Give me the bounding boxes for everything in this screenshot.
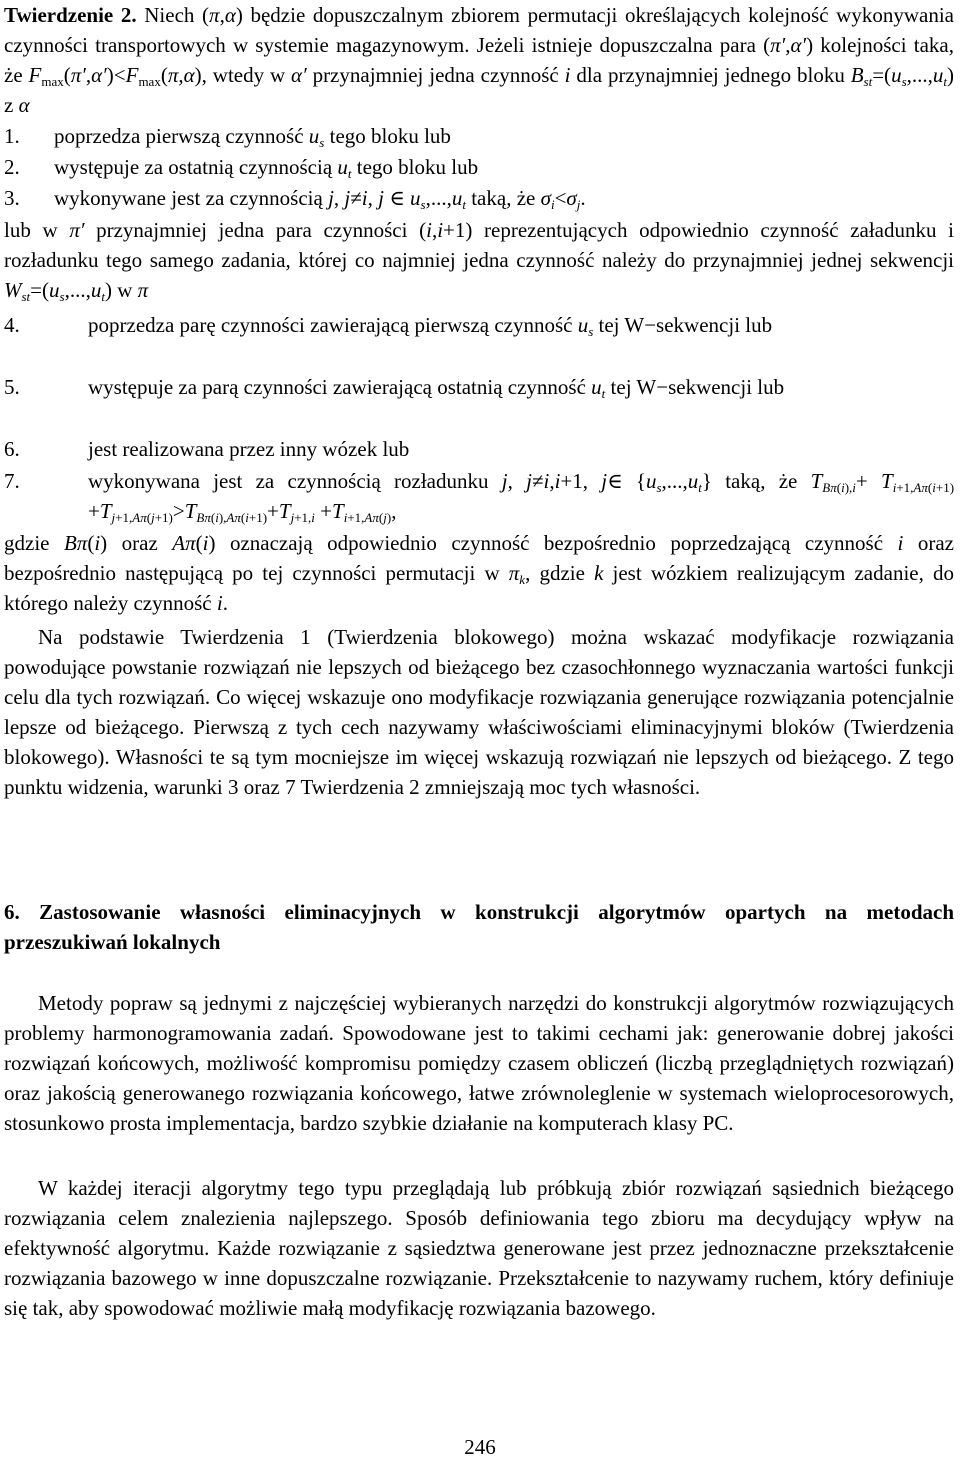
list-item (4, 183, 954, 213)
list-item (4, 121, 954, 151)
list-text: wykonywana jest za czynnością rozładunku j, j≠i,i+1, j∈ $\{u_s,...,u_t\}$ taką, że $T_{B\pi(i),i}+ T_{i+1,A\pi(i+1)} +T_{j+1,A\pi(j+1)}>T_{B\pi(i),A\pi(i+1)}+T_{j+1,i} +T_{i+1,A\pi(j)}$, (88, 469, 955, 525)
body-paragraph: W każdej iteracji algorytmy tego typu przeglądają lub próbkują zbiór rozwiązań sąsiednich bieżącego rozwiązania celem znalezienia najlepszego. Sposób definiowania tego zbioru ma decydujący wpływ na efektywność algorytmu. Każde rozwiązanie z sąsiedztwa generowane jest przez jednoznaczne przekształcenie rozwiązania bazowego w inne dopuszczalne rozwiązanie. Przekształcenie to nazywamy ruchem, który definiuje się tak, aby spowodować możliwie małą modyfikację rozwiązania bazowego. (4, 1176, 954, 1320)
list-text: jest realizowana przez inny wózek lub (88, 437, 410, 461)
list-item (4, 466, 954, 526)
list-number: 1. (4, 124, 20, 148)
list-text: poprzedza pierwszą czynność $u_s$ tego bloku lub (54, 124, 451, 150)
list-number: 3. (4, 186, 20, 210)
list-number: 5. (4, 375, 20, 399)
list-text: występuje za ostatnią czynnością $u_t$ tego bloku lub (54, 155, 479, 181)
section-heading: 6. Zastosowanie własności eliminacyjnych w konstrukcji algorytmów opartych na metodach przeszukiwań lokalnych (4, 900, 954, 954)
list-item (4, 152, 954, 182)
theorem-intro-text: Niech (π,α) będzie dopuszczalnym zbiorem permutacji określających kolejność wykonywania czynności transportowych w systemie magazynowym. Jeżeli istnieje dopuszczalna para (π′,α′) kolejności taka, że $F_{max}(\pi',\alpha')<F_{max}(\pi,\alpha)$, wtedy w α′ przynajmniej jedna czynność i dla przynajmniej jednego bloku $B_{st}=(u_s,...,u_t)$ z α (4, 3, 954, 117)
theorem-middle: lub w π′ przynajmniej jedna para czynności (i,i+1) reprezentujących odpowiednio czynność załadunku i rozładunku tego samego zadania, której co najmniej jedna czynność należy do przynajmniej jednej sekwencji $W_{st}=(u_s,...,u_t)$ w π (4, 218, 954, 304)
list-item (4, 434, 954, 464)
theorem-where: gdzie Bπ(i) oraz Aπ(i) oznaczają odpowiednio czynność bezpośrednio poprzedzającą czynność i oraz bezpośrednio następującą po tej czynności permutacji w $\pi_k$, gdzie k jest wózkiem realizującym zadanie, do którego należy czynność i. (4, 531, 955, 615)
list-number: 6. (4, 437, 20, 461)
list-number: 7. (4, 469, 20, 493)
theorem-intro (4, 0, 954, 120)
page-number: 246 (464, 1435, 496, 1459)
list-number: 4. (4, 313, 20, 337)
list-text: poprzedza parę czynności zawierającą pierwszą czynność $u_s$ tej W−sekwencji lub (88, 313, 773, 339)
body-paragraph: Metody popraw są jednymi z najczęściej wybieranych narzędzi do konstrukcji algorytmów rozwiązujących problemy harmonogramowania zadań. Spowodowane jest to takimi cechami jak: generowanie dobrej jakości rozwiązań końcowych, możliwość kompromisu pomiędzy czasem obliczeń (liczbą przeglądniętych rozwiązań) oraz jakością generowanego rozwiązania końcowego, łatwe zrównoleglenie w systemach wieloprocesorowych, stosunkowo prosta implementacja, bardzo szybkie działanie na komputerach klasy PC. (4, 991, 954, 1135)
theorem-label: Twierdzenie 2. (4, 3, 137, 27)
list-item (4, 372, 954, 402)
body-paragraph: Na podstawie Twierdzenia 1 (Twierdzenia blokowego) można wskazać modyfikacje rozwiązania powodujące powstanie rozwiązań nie lepszych od bieżącego bez czasochłonnego wyznaczania wartości funkcji celu dla tych rozwiązań. Co więcej wskazuje ono modyfikacje rozwiązania generujące rozwiązania potencjalnie lepsze od bieżącego. Pierwszą z tych cech nazywamy właściwościami eliminacyjnymi bloków (Twierdzenia blokowego). Własności te są tym mocniejsze im więcej wskazują rozwiązań nie lepszych od bieżącego. Z tego punktu widzenia, warunki 3 oraz 7 Twierdzenia 2 zmniejszają moc tych własności. (4, 625, 954, 799)
list-text: wykonywane jest za czynnością j, j≠i, j ∈ $u_s,...,u_t$ taką, że $\sigma_i<\sigma_j$. (54, 186, 586, 212)
list-text: występuje za parą czynności zawierającą ostatnią czynność $u_t$ tej W−sekwencji lub (88, 375, 785, 401)
list-number: 2. (4, 155, 20, 179)
list-item (4, 310, 954, 340)
